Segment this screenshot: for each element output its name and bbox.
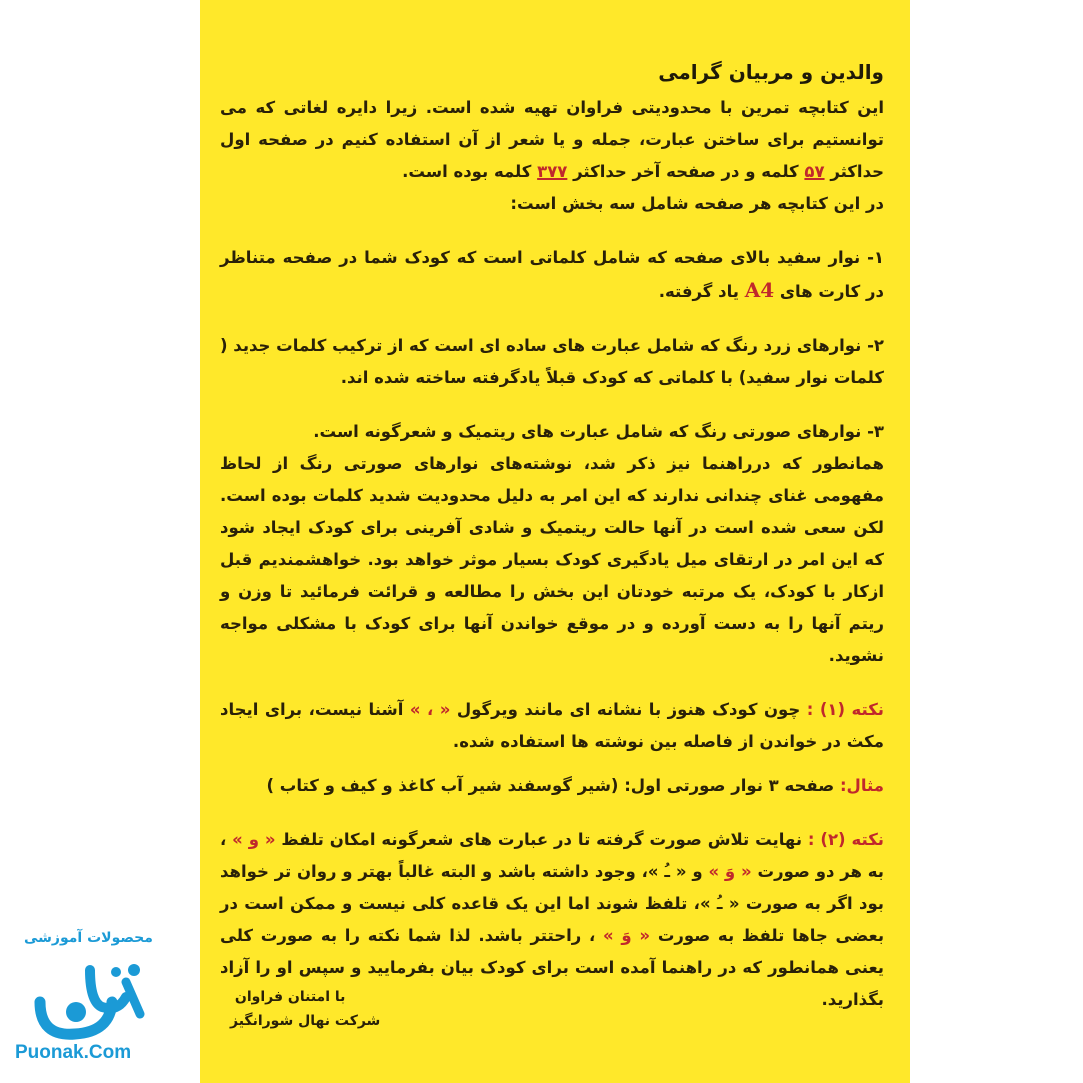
brand-tagline: محصولات آموزشی xyxy=(24,930,153,946)
intro-line-2b: کلمه و xyxy=(745,162,799,181)
first-page-word-count: ۵۷ xyxy=(804,162,825,181)
brand-url: Puonak.Com xyxy=(15,1042,132,1063)
vav-symbol: « و » xyxy=(232,830,276,849)
comma-symbol: « ، » xyxy=(409,700,451,719)
note-1-label: نکته (۱) : xyxy=(806,700,885,719)
item-3-paragraph: همانطور که درراهنما نیز ذکر شد، نوشته‌های نوارهای صورتی رنگ از لحاظ مفهومی غنای چندانی ندارند که این امر به دلیل محدودیت شدید کلمات بوده است. لکن سعی شده است در آنها حالت ریتمیک و شادی آفرینی برای کودک ایجاد شود که این امر در ارتقای میل یادگیری کودک بسیار موثر خواهد بود. خواهشمندیم قبل ازکار با کودک، یک مرتبه خودتان این بخش را مطالعه و قرائت فرمائید تا وزن و ریتم آنها را به دست آورده و در موقع خواندن آنها برای کودک با مشکلی مواجه نشوید. xyxy=(220,454,884,665)
intro-line-4: در این کتابچه هر صفحه شامل سه بخش است: xyxy=(510,194,884,213)
note-2-label: نکته (۲) : xyxy=(807,830,884,849)
example xyxy=(220,770,884,802)
last-page-word-count: ۳۷۷ xyxy=(537,162,568,181)
note-2-text-d: ، راحتتر باشد. لذا شما نکته را به صورت کلی یعنی همانطور که در راهنما آمده است برای کودک بیان بفرمایید و سپس او را آزاد بگذارید. xyxy=(220,926,884,1009)
note-2-text-c: و « ـُ »، وجود داشته باشد و البته غالباً بهتر و روان تر خواهد بود اگر به صورت « ـُ »، تلفظ شوند اما این یک قاعده کلی نیست و ممکن است در بعضی جاها تلفظ به صورت xyxy=(220,862,885,945)
document-sheet xyxy=(200,0,910,1083)
item-1 xyxy=(220,242,884,308)
note-2-text-a: نهایت تلاش صورت گرفته تا در عبارت های شعرگونه امکان تلفظ xyxy=(281,830,803,849)
va-symbol-2: « وَ » xyxy=(603,926,651,945)
item-1-text-b: یاد گرفته. xyxy=(658,282,739,301)
intro-line-1: این کتابچه تمرین با محدودیتی فراوان تهیه شده است. زیرا دایره لغاتی که می توانستیم xyxy=(220,98,884,149)
note-1-text-a: چون کودک هنوز با نشانه ای مانند ویرگول xyxy=(456,700,801,719)
note-2-text-b: ، به هر دو صورت xyxy=(220,830,884,881)
signature-line-1: با امتنان فراوان xyxy=(234,989,346,1005)
example-text: صفحه ۳ نوار صورتی اول: (شیر گوسفند شیر آب کاغذ و کیف و کتاب ) xyxy=(266,776,835,795)
card-size-label: A4 xyxy=(744,278,775,302)
example-label: مثال: xyxy=(839,776,884,795)
intro-line-2a: برای ساختن عبارت، جمله و یا شعر از آن استفاده کنیم در صفحه اول حداکثر xyxy=(220,130,884,181)
intro-line-3a: در صفحه آخر حداکثر xyxy=(573,162,740,181)
signature xyxy=(230,985,380,1033)
intro-paragraph xyxy=(220,92,884,188)
signature-company: شرکت نهال شورانگیز xyxy=(230,1013,381,1029)
page-title: والدین و مربیان گرامی xyxy=(658,60,884,84)
item-2: ۲- نوارهای زرد رنگ که شامل عبارت های ساده ای است که از ترکیب کلمات جدید ( کلمات نوار سفید) با کلماتی که کودک قبلاً یادگرفته ساخته شده اند. xyxy=(220,336,884,387)
note-1 xyxy=(220,694,884,758)
va-symbol: « وَ » xyxy=(708,862,752,881)
item-1-text-a: ۱- نوار سفید بالای صفحه که شامل کلماتی است که کودک شما در صفحه متناظر در کارت های xyxy=(220,248,884,301)
puonak-logo-icon xyxy=(30,952,150,1042)
intro-line-3b: کلمه بوده است. xyxy=(402,162,532,181)
brand-watermark xyxy=(0,930,170,1070)
item-3: ۳- نوارهای صورتی رنگ که شامل عبارت های ریتمیک و شعرگونه است. xyxy=(313,422,884,441)
note-1-text-b: آشنا نیست، برای ایجاد مکث در خواندن از فاصله بین نوشته ها استفاده شده. xyxy=(220,700,884,751)
